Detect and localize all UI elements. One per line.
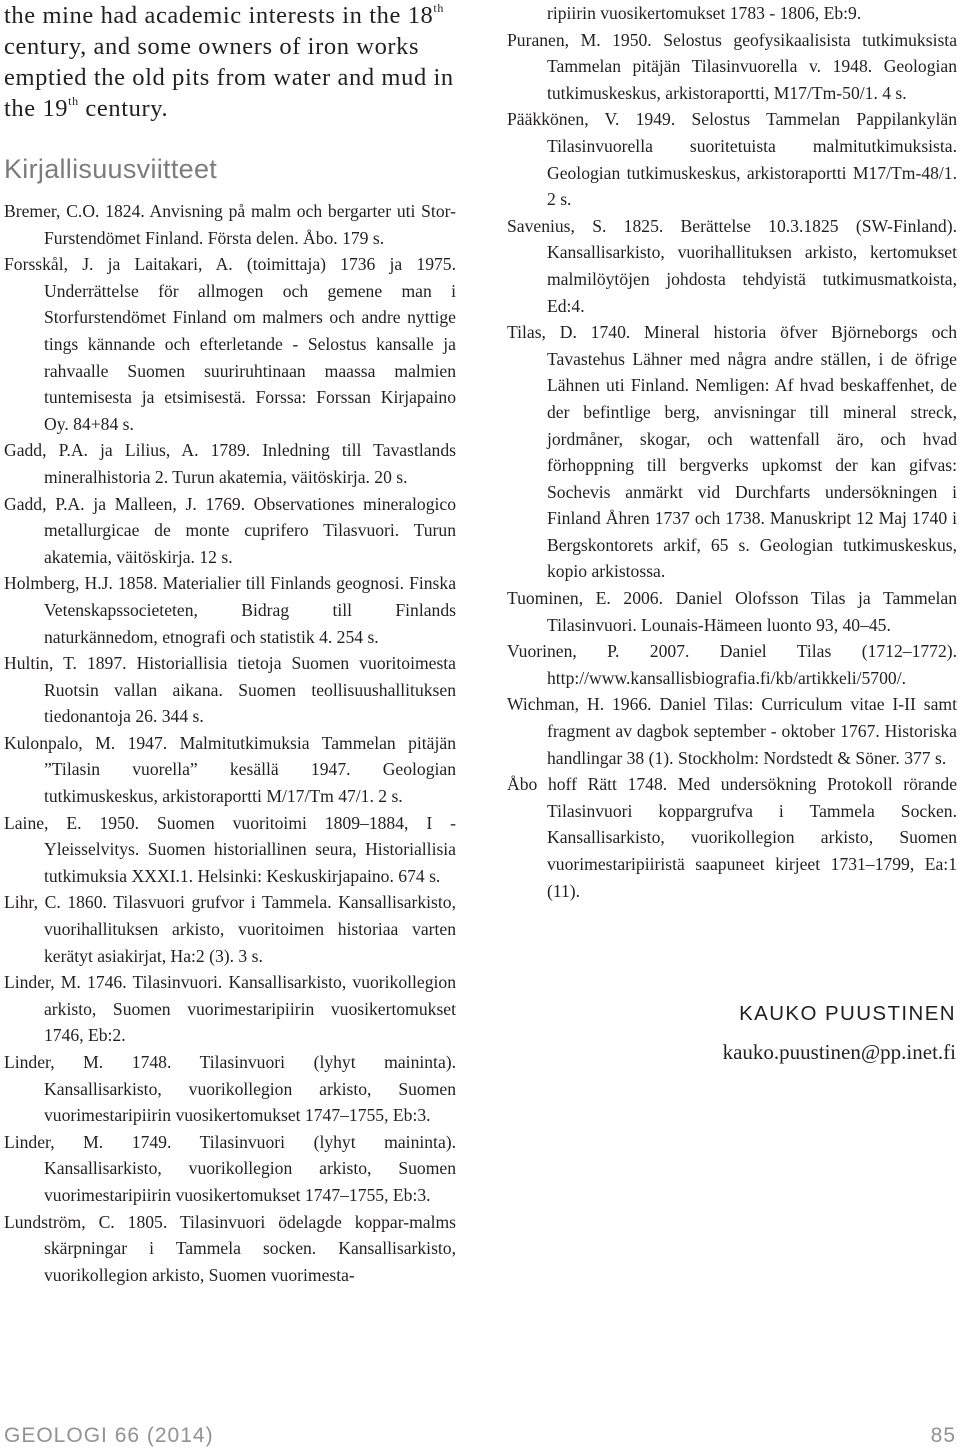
reference-details: Selostus geofysikaalisista tutkimuksista Tammelan pitäjän Tilasinvuorella v. 1948. Geologian tutkimuskeskus, arkistoraportti, M17/Tm-50/1. 4 s.: [547, 29, 957, 103]
reference-details: Inledning till Tavastlands mineralhistoria 2. Turun akatemia, väitöskirja. 20 s.: [44, 440, 456, 487]
reference-item: [4, 1129, 456, 1209]
reference-author-year: Holmberg, H.J. 1858.: [4, 573, 158, 594]
reference-author-year: Forsskål, J. ja Laitakari, A. (toimittaja) 1736 ja 1975.: [4, 254, 456, 275]
reference-author-year: Vuorinen, P. 2007.: [507, 641, 690, 662]
reference-item: [4, 437, 456, 490]
intro-text-3: century.: [78, 95, 169, 122]
reference-details: Daniel Tilas: Curriculum vitae I-II samt fragment av dagbok september - oktober 1767. Historiska handlingar 38 (1). Stockholm: Nordstedt & Söner. 377 s.: [547, 694, 958, 768]
section-heading: Kirjallisuusviitteet: [4, 154, 218, 184]
reference-author-year: Hultin, T. 1897.: [4, 653, 127, 674]
reference-details: Underrättelse för allmogen och gemene man i Storfurstendömet Finland om malmers och andre nyttige tings kännande och efterletande - Selostus kansalle ja rahvaalle Suomen suuriruhtinaan maassa malmien tuntemisesta ja etsimisestä. Forssa: Forssan Kirjapaino Oy. 84+84 s.: [44, 280, 456, 434]
reference-details: Daniel Olofsson Tilas ja Tammelan Tilasinvuori. Lounais-Hämeen luonto 93, 40–45.: [547, 588, 958, 635]
reference-details: Daniel Tilas (1712–1772). http://www.kansallisbiografia.fi/kb/artikkeli/5700/.: [547, 641, 958, 688]
reference-details: Observationes mineralogico metallurgicae de monte cuprifero Tilasvuori. Turun akatemia, väitöskirja. 12 s.: [44, 493, 456, 567]
reference-item: [507, 771, 957, 904]
reference-details: Mineral historia öfver Björneborgs och Tavastehus Lähner med några andre ställen, i de öfrige Lähnen uti Finland. Nemligen: Af hvad beskaffenhet, de der befintlige berg, anvisningar till mineral streck, jordmåner, skogar, och wattenfall äro, och hvad förhoppning till bergverks upkomst der kan gifvas: Sochevis anmärkt vid Durchfarts undersökningen i Finland Åhren 1737 och 1738. Manuskript 12 Maj 1740 i Bergskontorets arkif, 65 s. Geologian tutkimuskeskus, kopio arkistossa.: [547, 322, 957, 582]
page-footer: [4, 1416, 956, 1456]
reference-author-year: Bremer, C.O. 1824.: [4, 201, 145, 221]
reference-details: Tilasinvuori. Kansallisarkisto, vuorikollegion arkisto, Suomen vuorimestaripiirin vuosikertomukset 1746, Eb:2.: [44, 972, 457, 1046]
reference-item: [4, 889, 456, 969]
reference-details: Materialier till Finlands geognosi. Finska Vetenskapssocieteten, Bidrag till Finlands naturkännedom, etnografi och statistik 4. 254 s.: [44, 573, 456, 647]
left-column: [4, 0, 456, 1288]
intro-superscript-1: th: [433, 1, 444, 15]
reference-item: [507, 691, 957, 771]
reference-author-year: Savenius, S. 1825.: [507, 215, 664, 236]
reference-details: Historiallisia tietoja Suomen vuoritoimesta Ruotsin vallan aikana. Suomen teollisuushallituksen tiedonantoja 26. 344 s.: [44, 653, 456, 727]
reference-continuation: ripiirin vuosikertomukset 1783 - 1806, Eb:9.: [547, 3, 862, 23]
reference-author-year: Laine, E. 1950.: [4, 812, 140, 833]
reference-author-year: Puranen, M. 1950.: [507, 29, 652, 50]
reference-author-year: Åbo hoff Rätt 1748.: [507, 774, 668, 795]
author-name: KAUKO PUUSTINEN: [739, 1002, 956, 1025]
reference-item: [4, 969, 456, 1049]
reference-details: Anvisning på malm och bergarter uti Stor-Furstendömet Finland. Första delen. Åbo. 179 s.: [44, 201, 456, 248]
reference-author-year: Wichman, H. 1966.: [507, 694, 652, 715]
reference-author-year: Gadd, P.A. ja Malleen, J. 1769.: [4, 493, 246, 514]
intro-text-2: century, and some owners of iron works emptied the old pits from water and mud in the 19: [4, 33, 454, 122]
author-email[interactable]: kauko.puustinen@pp.inet.fi: [722, 1040, 956, 1064]
reference-details: Tilasvuori grufvor i Tammela. Kansallisarkisto, vuorihallituksen arkisto, vuoritoimen historiaa varten kerätyt asiakirjat, Ha:2 (3). 3 s.: [44, 892, 456, 966]
reference-item: [507, 27, 957, 107]
reference-item: [507, 213, 957, 319]
intro-text-1: the mine had academic interests in the 18: [4, 2, 434, 29]
reference-item: [4, 810, 456, 890]
reference-author-year: Tuominen, E. 2006.: [507, 588, 664, 609]
author-signature: [723, 999, 956, 1067]
reference-item: [507, 638, 957, 691]
reference-author-year: Linder, M. 1749.: [4, 1131, 172, 1152]
page-number: 85: [930, 1424, 956, 1447]
reference-item: [4, 1049, 456, 1129]
reference-item: [4, 491, 456, 571]
reference-item: [4, 198, 456, 251]
reference-author-year: Linder, M. 1746.: [4, 972, 127, 993]
reference-author-year: Gadd, P.A. ja Lilius, A. 1789.: [4, 440, 251, 461]
reference-item: [4, 251, 456, 437]
intro-superscript-2: th: [68, 94, 79, 108]
reference-details: Tilasinvuori ödelagde koppar-malms skärpningar i Tammela socken. Kansallisarkisto, vuorikollegion arkisto, Suomen vuorimesta-: [44, 1211, 456, 1285]
reference-item: [4, 1209, 456, 1289]
reference-list-right: [507, 27, 957, 905]
right-column: [507, 0, 957, 904]
reference-author-year: Kulonpalo, M. 1947.: [4, 732, 168, 753]
reference-item: [4, 570, 456, 650]
reference-details: Malmitutkimuksia Tammelan pitäjän ”Tilasin vuorella” kesällä 1947. Geologian tutkimuskeskus, arkistoraportti M/17/Tm 47/1. 2 s.: [44, 732, 456, 807]
reference-details: Tilasinvuori (lyhyt maininta). Kansallisarkisto, vuorikollegion arkisto, Suomen vuorimestaripiirin vuosikertomukset 1747–1755, Eb:3.: [44, 1131, 457, 1205]
reference-item: [507, 585, 957, 638]
reference-details: Berättelse 10.3.1825 (SW-Finland). Kansallisarkisto, vuorihallituksen arkisto, kertomukset malmilöytöjen johdosta tehdyistä tutkimusmatkoista, Ed:4.: [547, 215, 957, 316]
reference-details: Med undersökning Protokoll rörande Tilasinvuori koppargrufva i Tammela Socken. Kansallisarkisto, vuorikollegion arkisto, Suomen vuorimestaripiiristä saapuneet kirjeet 1731–1799, Ea:1 (11).: [547, 774, 957, 901]
reference-author-year: Tilas, D. 1740.: [507, 322, 631, 343]
intro-paragraph: [4, 0, 456, 124]
reference-item: [4, 730, 456, 810]
reference-details: Suomen vuoritoimi 1809–1884, I - Yleisselvitys. Suomen historiallinen seura, Historiallisia tutkimuksia XXXI.1. Helsinki: Keskuskirjapaino. 674 s.: [44, 812, 456, 886]
reference-details: Tilasinvuori (lyhyt maininta). Kansallisarkisto, vuorikollegion arkisto, Suomen vuorimestaripiirin vuosikertomukset 1747–1755, Eb:3.: [44, 1052, 457, 1126]
reference-item: [4, 650, 456, 730]
reference-item: [507, 319, 957, 585]
reference-list-left: [4, 198, 456, 1288]
reference-author-year: Linder, M. 1748.: [4, 1052, 172, 1072]
reference-item: [507, 106, 957, 212]
journal-title: GEOLOGI 66 (2014): [4, 1424, 214, 1447]
reference-details: Selostus Tammelan Pappilankylän Tilasinvuorella suoritetuista malmitutkimuksista. Geologian tutkimuskeskus, arkistoraportti M17/Tm-48/1. 2 s.: [547, 109, 957, 210]
reference-author-year: Pääkkönen, V. 1949.: [507, 109, 676, 130]
reference-author-year: Lundström, C. 1805.: [4, 1211, 168, 1232]
reference-author-year: Lihr, C. 1860.: [4, 892, 107, 913]
